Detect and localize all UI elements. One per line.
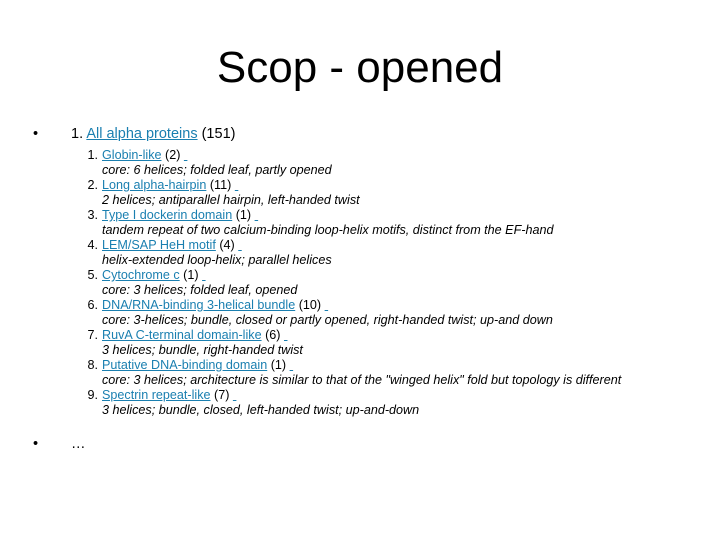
expand-link[interactable] — [325, 298, 335, 313]
item-description: core: 3 helices; folded leaf, opened — [102, 283, 298, 297]
list-item — [70, 388, 710, 418]
item-description: helix-extended loop-helix; parallel helices — [102, 253, 332, 267]
item-count: (4) — [215, 238, 235, 252]
list-item — [70, 268, 710, 298]
item-number: 6. — [87, 298, 98, 312]
expand-link[interactable] — [184, 148, 194, 163]
item-line — [102, 388, 710, 403]
bullet-dot: • — [33, 436, 39, 452]
fold-link[interactable]: Long alpha-hairpin — [102, 178, 207, 192]
item-count: (1) — [267, 358, 287, 372]
list-item — [70, 148, 710, 178]
slide-title: Scop - opened — [216, 43, 504, 92]
item-count: (1) — [232, 208, 252, 222]
bullet-prefix: 1. — [71, 126, 87, 142]
item-count: (11) — [206, 178, 232, 192]
list-item — [70, 328, 710, 358]
item-number: 5. — [87, 268, 98, 282]
item-number: 8. — [87, 358, 98, 372]
all-alpha-proteins-link[interactable]: All alpha proteins — [86, 126, 198, 142]
item-line — [102, 208, 710, 223]
expand-link[interactable] — [235, 178, 245, 193]
fold-link[interactable]: DNA/RNA-binding 3-helical bundle — [102, 298, 296, 312]
item-number: 2. — [87, 178, 98, 192]
item-count: (1) — [179, 268, 199, 282]
fold-link[interactable]: LEM/SAP HeH motif — [102, 238, 216, 252]
expand-link[interactable] — [238, 238, 248, 253]
item-line — [102, 328, 710, 343]
item-number: 4. — [87, 238, 98, 252]
item-line — [102, 358, 710, 373]
list-item — [70, 178, 710, 208]
item-description: tandem repeat of two calcium-binding loop-helix motifs, distinct from the EF-hand — [102, 223, 554, 237]
item-line — [102, 238, 710, 253]
item-count: (7) — [210, 388, 230, 402]
expand-link[interactable] — [284, 328, 294, 343]
item-count: (2) — [161, 148, 181, 162]
bullet-text — [71, 126, 235, 143]
list-item — [70, 208, 710, 238]
expand-link[interactable] — [255, 208, 265, 223]
item-description: core: 3 helices; architecture is similar to that of the "winged helix" fold but topology is different — [102, 373, 622, 387]
item-line — [102, 148, 710, 163]
item-count: (6) — [261, 328, 281, 342]
fold-link[interactable]: Cytochrome c — [102, 268, 180, 282]
item-description: 3 helices; bundle, right-handed twist — [102, 343, 303, 357]
item-line — [102, 178, 710, 193]
expand-link[interactable] — [202, 268, 212, 283]
item-number: 3. — [87, 208, 98, 222]
item-description: 2 helices; antiparallel hairpin, left-handed twist — [102, 193, 360, 207]
expand-link[interactable] — [290, 358, 300, 373]
item-description: core: 6 helices; folded leaf, partly opened — [102, 163, 332, 177]
fold-link[interactable]: Globin-like — [102, 148, 162, 162]
fold-link[interactable]: Type I dockerin domain — [102, 208, 233, 222]
fold-list — [70, 148, 710, 418]
fold-link[interactable]: Putative DNA-binding domain — [102, 358, 268, 372]
fold-link[interactable]: Spectrin repeat-like — [102, 388, 211, 402]
item-description: 3 helices; bundle, closed, left-handed twist; up-and-down — [102, 403, 420, 417]
item-line — [102, 268, 710, 283]
item-description: core: 3-helices; bundle, closed or partly opened, right-handed twist; up-and down — [102, 313, 553, 327]
fold-link[interactable]: RuvA C-terminal domain-like — [102, 328, 262, 342]
list-item — [70, 358, 710, 388]
item-count: (10) — [295, 298, 322, 312]
item-number: 1. — [87, 148, 98, 162]
item-number: 7. — [87, 328, 98, 342]
ellipsis-text: … — [71, 436, 86, 452]
expand-link[interactable] — [233, 388, 243, 403]
list-item — [70, 298, 710, 328]
item-line — [102, 298, 710, 313]
item-number: 9. — [87, 388, 98, 402]
list-item — [70, 238, 710, 268]
bullet-count: (151) — [197, 126, 236, 142]
bullet-dot: • — [33, 126, 39, 142]
